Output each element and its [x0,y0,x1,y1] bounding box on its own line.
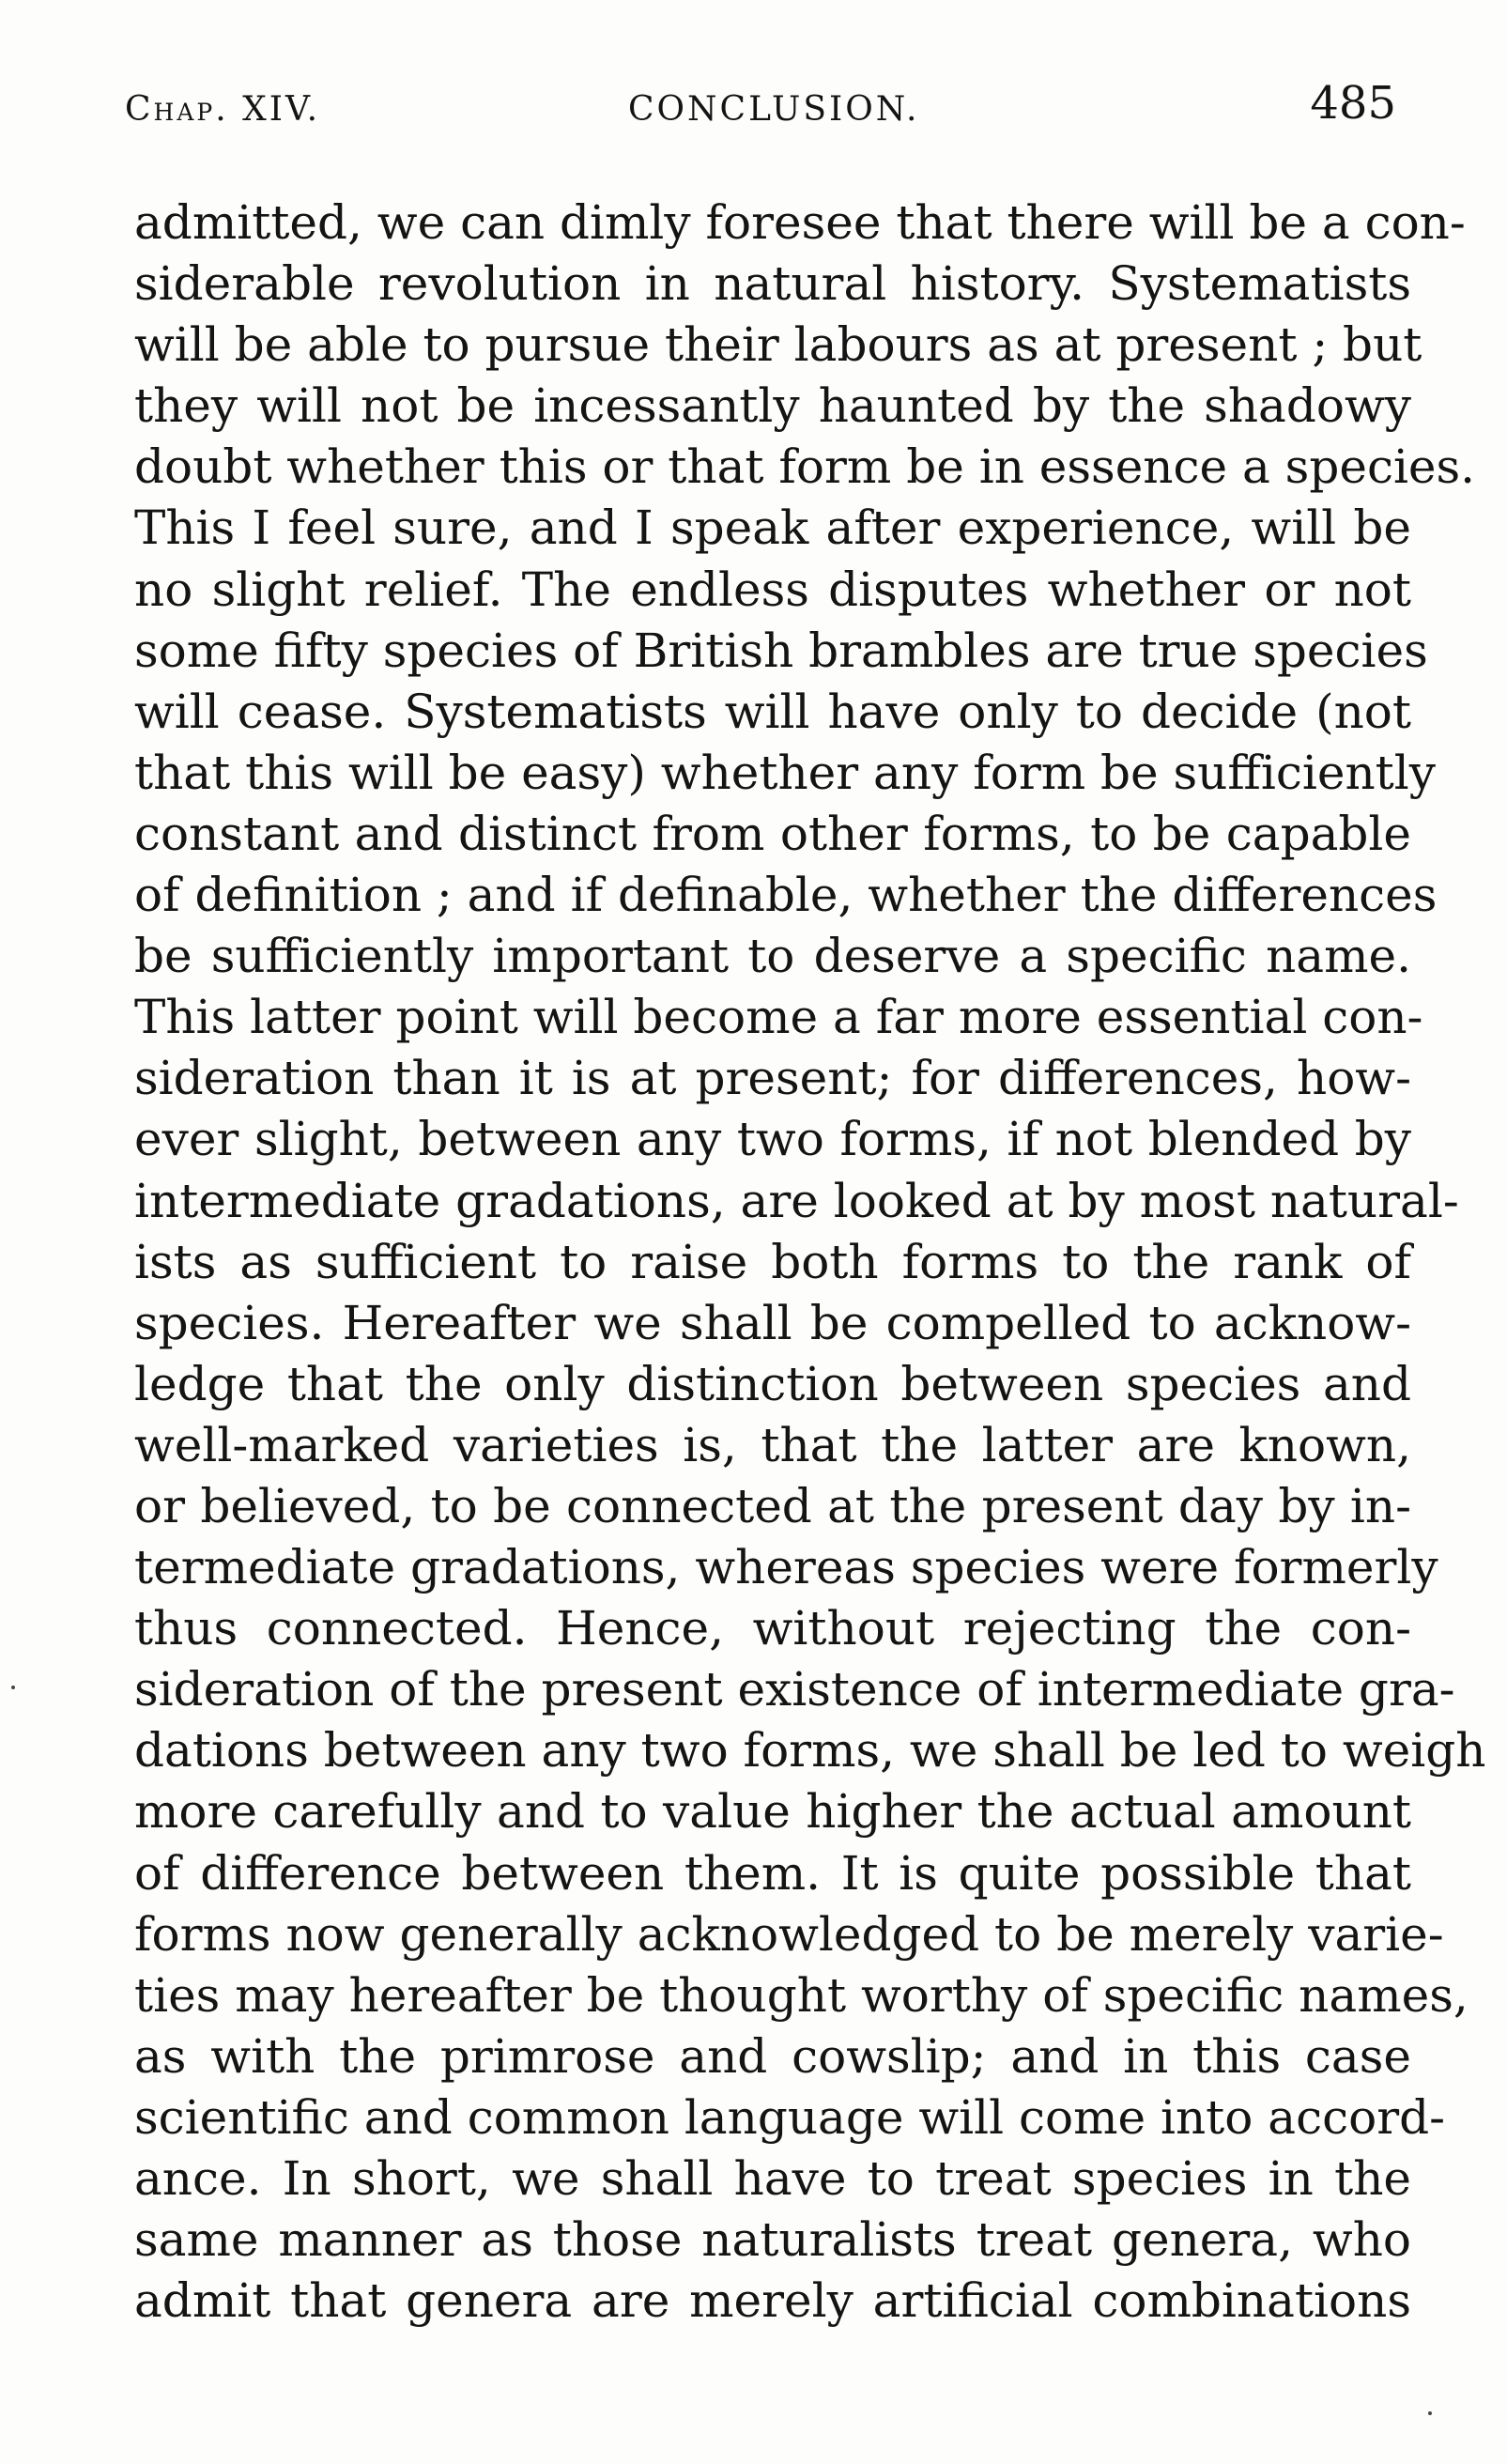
text-line: that this will be easy) whether any form be sufficiently [134,745,1437,800]
text-line: more carefully and to value higher the actual amount [134,1784,1411,1840]
text-line: be sufficiently important to deserve a specific name. [134,929,1411,984]
text-line: intermediate gradations, are looked at by most natural- [134,1173,1459,1228]
text-line: some fifty species of British brambles are true species [134,623,1428,678]
text-line: forms now generally acknowledged to be merely varie- [134,1906,1444,1962]
text-line: ledge that the only distinction between species and [134,1356,1411,1411]
text-line: constant and distinct from other forms, to be capable [134,806,1411,861]
text-line: they will not be incessantly haunted by the shadowy [134,378,1411,434]
text-line: thus connected. Hence, without rejecting the con- [134,1601,1411,1656]
text-line: admitted, we can dimly foresee that there will be a con- [134,195,1466,250]
text-line: will be able to pursue their labours as at present ; but [134,317,1422,373]
text-line: will cease. Systematists will have only to decide (not [134,684,1411,739]
text-line: no slight relief. The endless disputes whether or not [134,562,1411,617]
text-line: doubt whether this or that form be in essence a species. [134,439,1476,495]
text-line: as with the primrose and cowslip; and in this case [134,2028,1411,2084]
body-text [134,192,1486,2332]
text-line: This latter point will become a far more essential con- [134,990,1423,1045]
text-line: This I feel sure, and I speak after experience, will be [134,500,1411,556]
print-speck [1428,2411,1432,2415]
text-line: species. Hereafter we shall be compelled to acknow- [134,1295,1411,1350]
text-line: scientific and common language will come into accord- [134,2089,1445,2145]
text-line: of definition ; and if definable, whether the differences [134,868,1438,923]
page-number: 485 [1310,77,1396,130]
text-line: ance. In short, we shall have to treat species in the [134,2151,1411,2206]
text-line: ists as sufficient to raise both forms to the rank of [134,1234,1411,1289]
text-line: admit that genera are merely artificial combinations [134,2273,1411,2329]
text-line: or believed, to be connected at the present day by in- [134,1478,1411,1533]
text-line: termediate gradations, whereas species were formerly [134,1540,1438,1595]
text-line: same manner as those naturalists treat genera, who [134,2212,1411,2268]
running-head [125,73,1396,139]
text-line: dations between any two forms, we shall be led to weigh [134,1723,1486,1779]
text-line: ever slight, between any two forms, if not blended by [134,1112,1411,1167]
text-line: sideration than it is at present; for differences, how- [134,1051,1411,1106]
print-speck [11,1686,15,1689]
section-title: CONCLUSION. [628,90,920,129]
text-line: of difference between them. It is quite possible that [134,1845,1411,1901]
text-line: sideration of the present existence of intermediate gra- [134,1662,1455,1717]
chapter-label: Chap. XIV. [125,90,321,129]
text-line: siderable revolution in natural history. Systematists [134,256,1411,312]
text-line: ties may hereafter be thought worthy of specific names, [134,1967,1469,2023]
text-line: well-marked varieties is, that the latter are known, [134,1417,1411,1472]
